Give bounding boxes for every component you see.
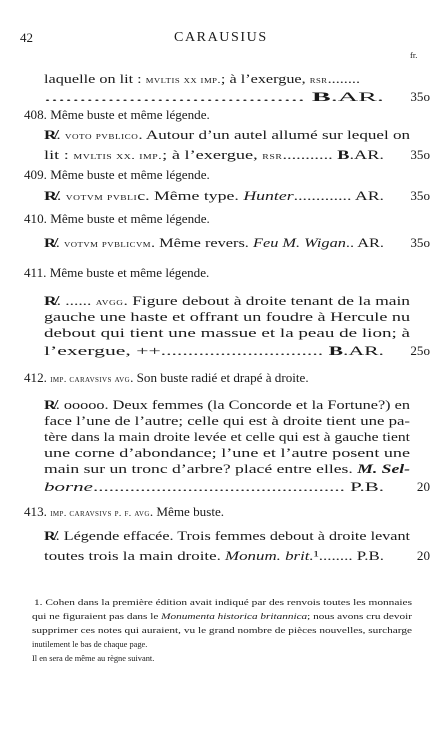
entry-line: 412. imp. caravsivs avg. Son buste radié et drapé à droite. <box>24 370 309 385</box>
rarity-value: 35o <box>410 235 430 250</box>
entry-line: face l’une de l’autre; celle qui est à droite tient une pa- <box>44 413 410 428</box>
running-title: CARAUSIUS <box>174 30 268 45</box>
entry-line: R̸. Légende effacée. Trois femmes debout à droite levant <box>44 528 410 543</box>
entry-line: 411. Même buste et même légende. <box>24 265 210 280</box>
entry-line: 410. Même buste et même légende. <box>24 211 210 226</box>
rarity-value: 25o <box>410 343 430 358</box>
entry-line: R̸. voto pvblico. Autour d’un autel allumé sur lequel on <box>44 127 410 142</box>
entry-line: ..................................... B.AR. <box>44 89 384 104</box>
footnote-line: inutilement le bas de chaque page. <box>32 640 148 649</box>
entry-line: 413. imp. caravsivs p. f. avg. Même buste. <box>24 504 225 519</box>
entry-line: borne................................................ P.B. <box>44 479 385 494</box>
unit-mark: fr. <box>410 50 418 60</box>
rarity-value: 35o <box>410 147 430 162</box>
rarity-value: 20 <box>416 479 430 494</box>
entry-line: R̸. votvm pvblicvm. Même revers. Feu M. Wigan.. AR. <box>44 235 384 250</box>
entry-line: laquelle on lit : mvltis xx imp.; à l’exergue, rsr........ <box>44 71 360 86</box>
footnote-line: 1. Cohen dans la première édition avait indiqué par des renvois toutes les monnaies <box>34 598 412 607</box>
page-number: 42 <box>20 30 33 45</box>
entry-line: gauche une haste et offrant un foudre à Hercule nu <box>44 309 410 324</box>
entry-line: toutes trois la main droite. Monum. brit.¹........ P.B. <box>44 548 384 563</box>
entry-line: R̸. ooooo. Deux femmes (la Concorde et la Fortune?) en <box>44 397 410 412</box>
entry-line: R̸. ...... avgg. Figure debout à droite tenant de la main <box>44 293 411 308</box>
entry-line: debout qui tient une massue et la peau de lion; à <box>44 325 410 340</box>
footnote-line: qui ne figuraient pas dans le Monumenta historica britannica; nous avons cru devoir <box>32 612 412 621</box>
entry-line: R̸. votvm pvblic. Même type. Hunter............. AR. <box>44 188 384 203</box>
rarity-value: 35o <box>410 188 430 203</box>
entry-line: l’exergue, ++.............................. B.AR. <box>44 343 384 358</box>
footnote-line: supprimer ces notes qui auraient, vu le grand nombre de pièces nouvelles, surcharge <box>32 626 412 635</box>
rarity-value: 35o <box>410 89 430 104</box>
entry-line: une corne d’abondance; l’une et l’autre posent une <box>44 445 410 460</box>
footnote-line: Il en sera de même au règne suivant. <box>32 654 155 663</box>
entry-line: 408. Même buste et même légende. <box>24 107 210 122</box>
rarity-value: 20 <box>416 548 430 563</box>
entry-line: 409. Même buste et même légende. <box>24 167 210 182</box>
entry-line: main sur un tronc d’arbre? placé entre elles. M. Sel- <box>44 461 410 476</box>
entry-line: lit : mvltis xx. imp.; à l’exergue, rsr........... B.AR. <box>44 147 384 162</box>
entry-line: tère dans la main droite levée et celle qui est à gauche tient <box>44 429 410 444</box>
